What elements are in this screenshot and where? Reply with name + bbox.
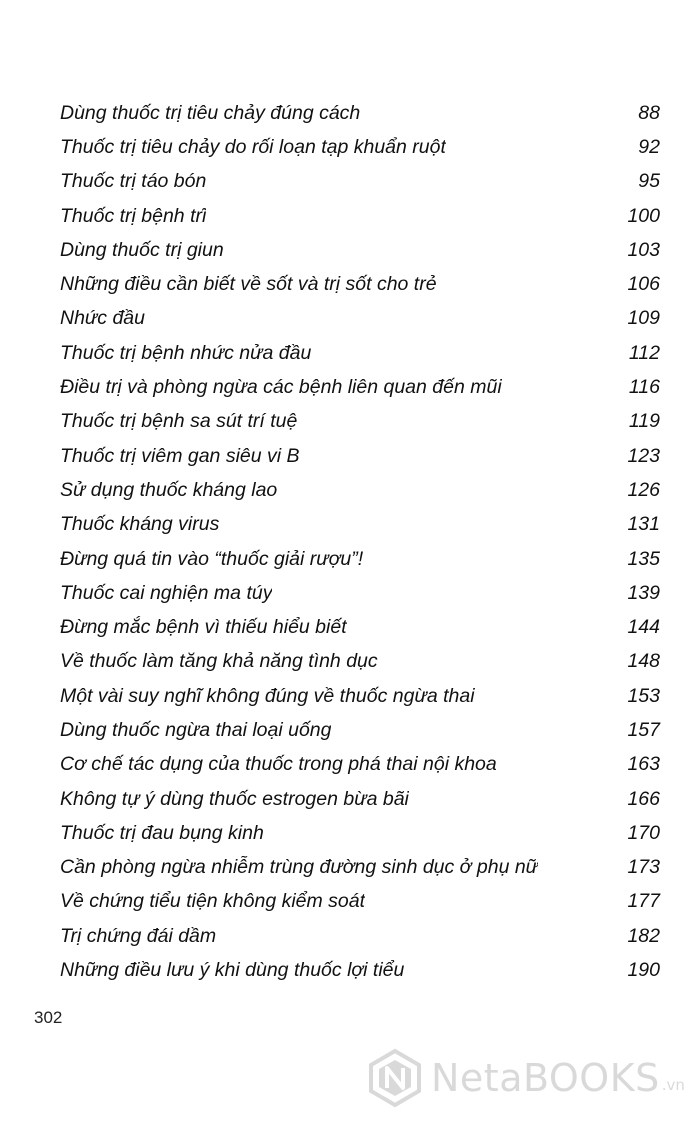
toc-entry-title: Trị chứng đái dầm (60, 924, 217, 947)
toc-entry-title: Một vài suy nghĩ không đúng về thuốc ngừa thai (60, 684, 475, 707)
toc-entry (60, 473, 660, 507)
toc-entry (60, 96, 660, 130)
toc-entry (60, 370, 660, 404)
toc-entry-title: Cần phòng ngừa nhiễm trùng đường sinh dục ở phụ nữ (60, 856, 539, 879)
toc-entry-title: Thuốc trị bệnh sa sút trí tuệ (60, 410, 298, 433)
toc-entry-title: Dùng thuốc trị giun (60, 238, 224, 261)
toc-entry (60, 885, 660, 919)
toc-entry-title: Thuốc trị bệnh trĩ (60, 204, 207, 227)
toc-entry-title: Đừng mắc bệnh vì thiếu hiểu biết (60, 616, 347, 639)
toc-entry-title: Nhức đầu (60, 307, 145, 330)
toc-entry (60, 302, 660, 336)
toc-entry-page: 173 (627, 856, 660, 879)
toc-entry (60, 199, 660, 233)
toc-entry-page: 148 (627, 650, 660, 673)
toc-entry (60, 953, 660, 987)
toc-entry-title: Thuốc trị táo bón (60, 170, 207, 193)
page-number: 302 (34, 1008, 63, 1027)
toc-entry-title: Điều trị và phòng ngừa các bệnh liên quan đến mũi (60, 376, 502, 399)
toc-entry-page: 153 (627, 684, 660, 707)
toc-entry-page: 182 (627, 924, 660, 947)
toc-entry (60, 645, 660, 679)
toc-entry-page: 123 (627, 444, 660, 467)
toc-entry-page: 119 (628, 410, 660, 433)
toc-entry (60, 851, 660, 885)
toc-entry (60, 405, 660, 439)
toc-entry (60, 610, 660, 644)
toc-entry-page: 103 (627, 238, 660, 261)
toc-entry-title: Thuốc trị đau bụng kinh (60, 821, 264, 844)
toc-entry (60, 508, 660, 542)
toc-entry-title: Không tự ý dùng thuốc estrogen bừa bãi (60, 787, 409, 810)
toc-entry-page: 95 (638, 170, 660, 193)
toc-entry (60, 267, 660, 301)
toc-entry-page: 112 (628, 341, 660, 364)
toc-entry-page: 88 (638, 101, 660, 124)
toc-entry (60, 748, 660, 782)
toc-entry-title: Dùng thuốc trị tiêu chảy đúng cách (60, 101, 361, 124)
toc-entry (60, 165, 660, 199)
toc-entry-page: 92 (638, 135, 660, 158)
toc-entry-page: 135 (627, 547, 660, 570)
toc-entry (60, 816, 660, 850)
toc-entry-page: 109 (627, 307, 660, 330)
toc-entry-page: 131 (627, 513, 660, 536)
toc-entry-page: 139 (627, 581, 660, 604)
netabooks-logo-icon (365, 1048, 425, 1108)
toc-entry-page: 100 (627, 204, 660, 227)
table-of-contents (60, 96, 660, 988)
toc-entry-title: Thuốc trị viêm gan siêu vi B (60, 444, 300, 467)
toc-entry-title: Thuốc cai nghiện ma túy (60, 581, 273, 604)
toc-entry-title: Về thuốc làm tăng khả năng tình dục (60, 650, 378, 673)
toc-entry-page: 163 (627, 753, 660, 776)
toc-entry (60, 713, 660, 747)
toc-entry-title: Những điều cần biết về sốt và trị sốt cho trẻ (60, 273, 437, 296)
toc-entry-page: 170 (627, 821, 660, 844)
toc-entry (60, 439, 660, 473)
toc-entry-page: 126 (627, 478, 660, 501)
watermark (365, 1045, 685, 1111)
toc-entry-page: 166 (627, 787, 660, 810)
toc-entry (60, 130, 660, 164)
toc-entry-title: Thuốc trị tiêu chảy do rối loạn tạp khuẩn ruột (60, 135, 446, 158)
toc-entry-title: Cơ chế tác dụng của thuốc trong phá thai nội khoa (60, 753, 497, 776)
toc-entry-title: Những điều lưu ý khi dùng thuốc lợi tiểu (60, 959, 405, 982)
toc-entry (60, 336, 660, 370)
toc-entry-page: 157 (627, 718, 660, 741)
watermark-brand: NetaBOOKS (431, 1056, 660, 1100)
toc-entry (60, 782, 660, 816)
toc-entry (60, 233, 660, 267)
toc-entry-title: Thuốc trị bệnh nhức nửa đầu (60, 341, 312, 364)
toc-entry-title: Thuốc kháng virus (60, 513, 220, 536)
toc-entry-page: 177 (627, 890, 660, 913)
toc-entry-title: Về chứng tiểu tiện không kiểm soát (60, 890, 366, 913)
toc-entry (60, 576, 660, 610)
toc-entry-page: 106 (627, 273, 660, 296)
toc-entry (60, 679, 660, 713)
toc-entry-title: Đừng quá tin vào “thuốc giải rượu”! (60, 547, 364, 570)
toc-entry (60, 542, 660, 576)
toc-entry (60, 919, 660, 953)
toc-entry-page: 144 (627, 616, 660, 639)
toc-entry-page: 116 (628, 376, 660, 399)
toc-entry-title: Dùng thuốc ngừa thai loại uống (60, 718, 332, 741)
toc-entry-title: Sử dụng thuốc kháng lao (60, 478, 278, 501)
toc-entry-page: 190 (627, 959, 660, 982)
watermark-suffix: .vn (661, 1076, 685, 1094)
